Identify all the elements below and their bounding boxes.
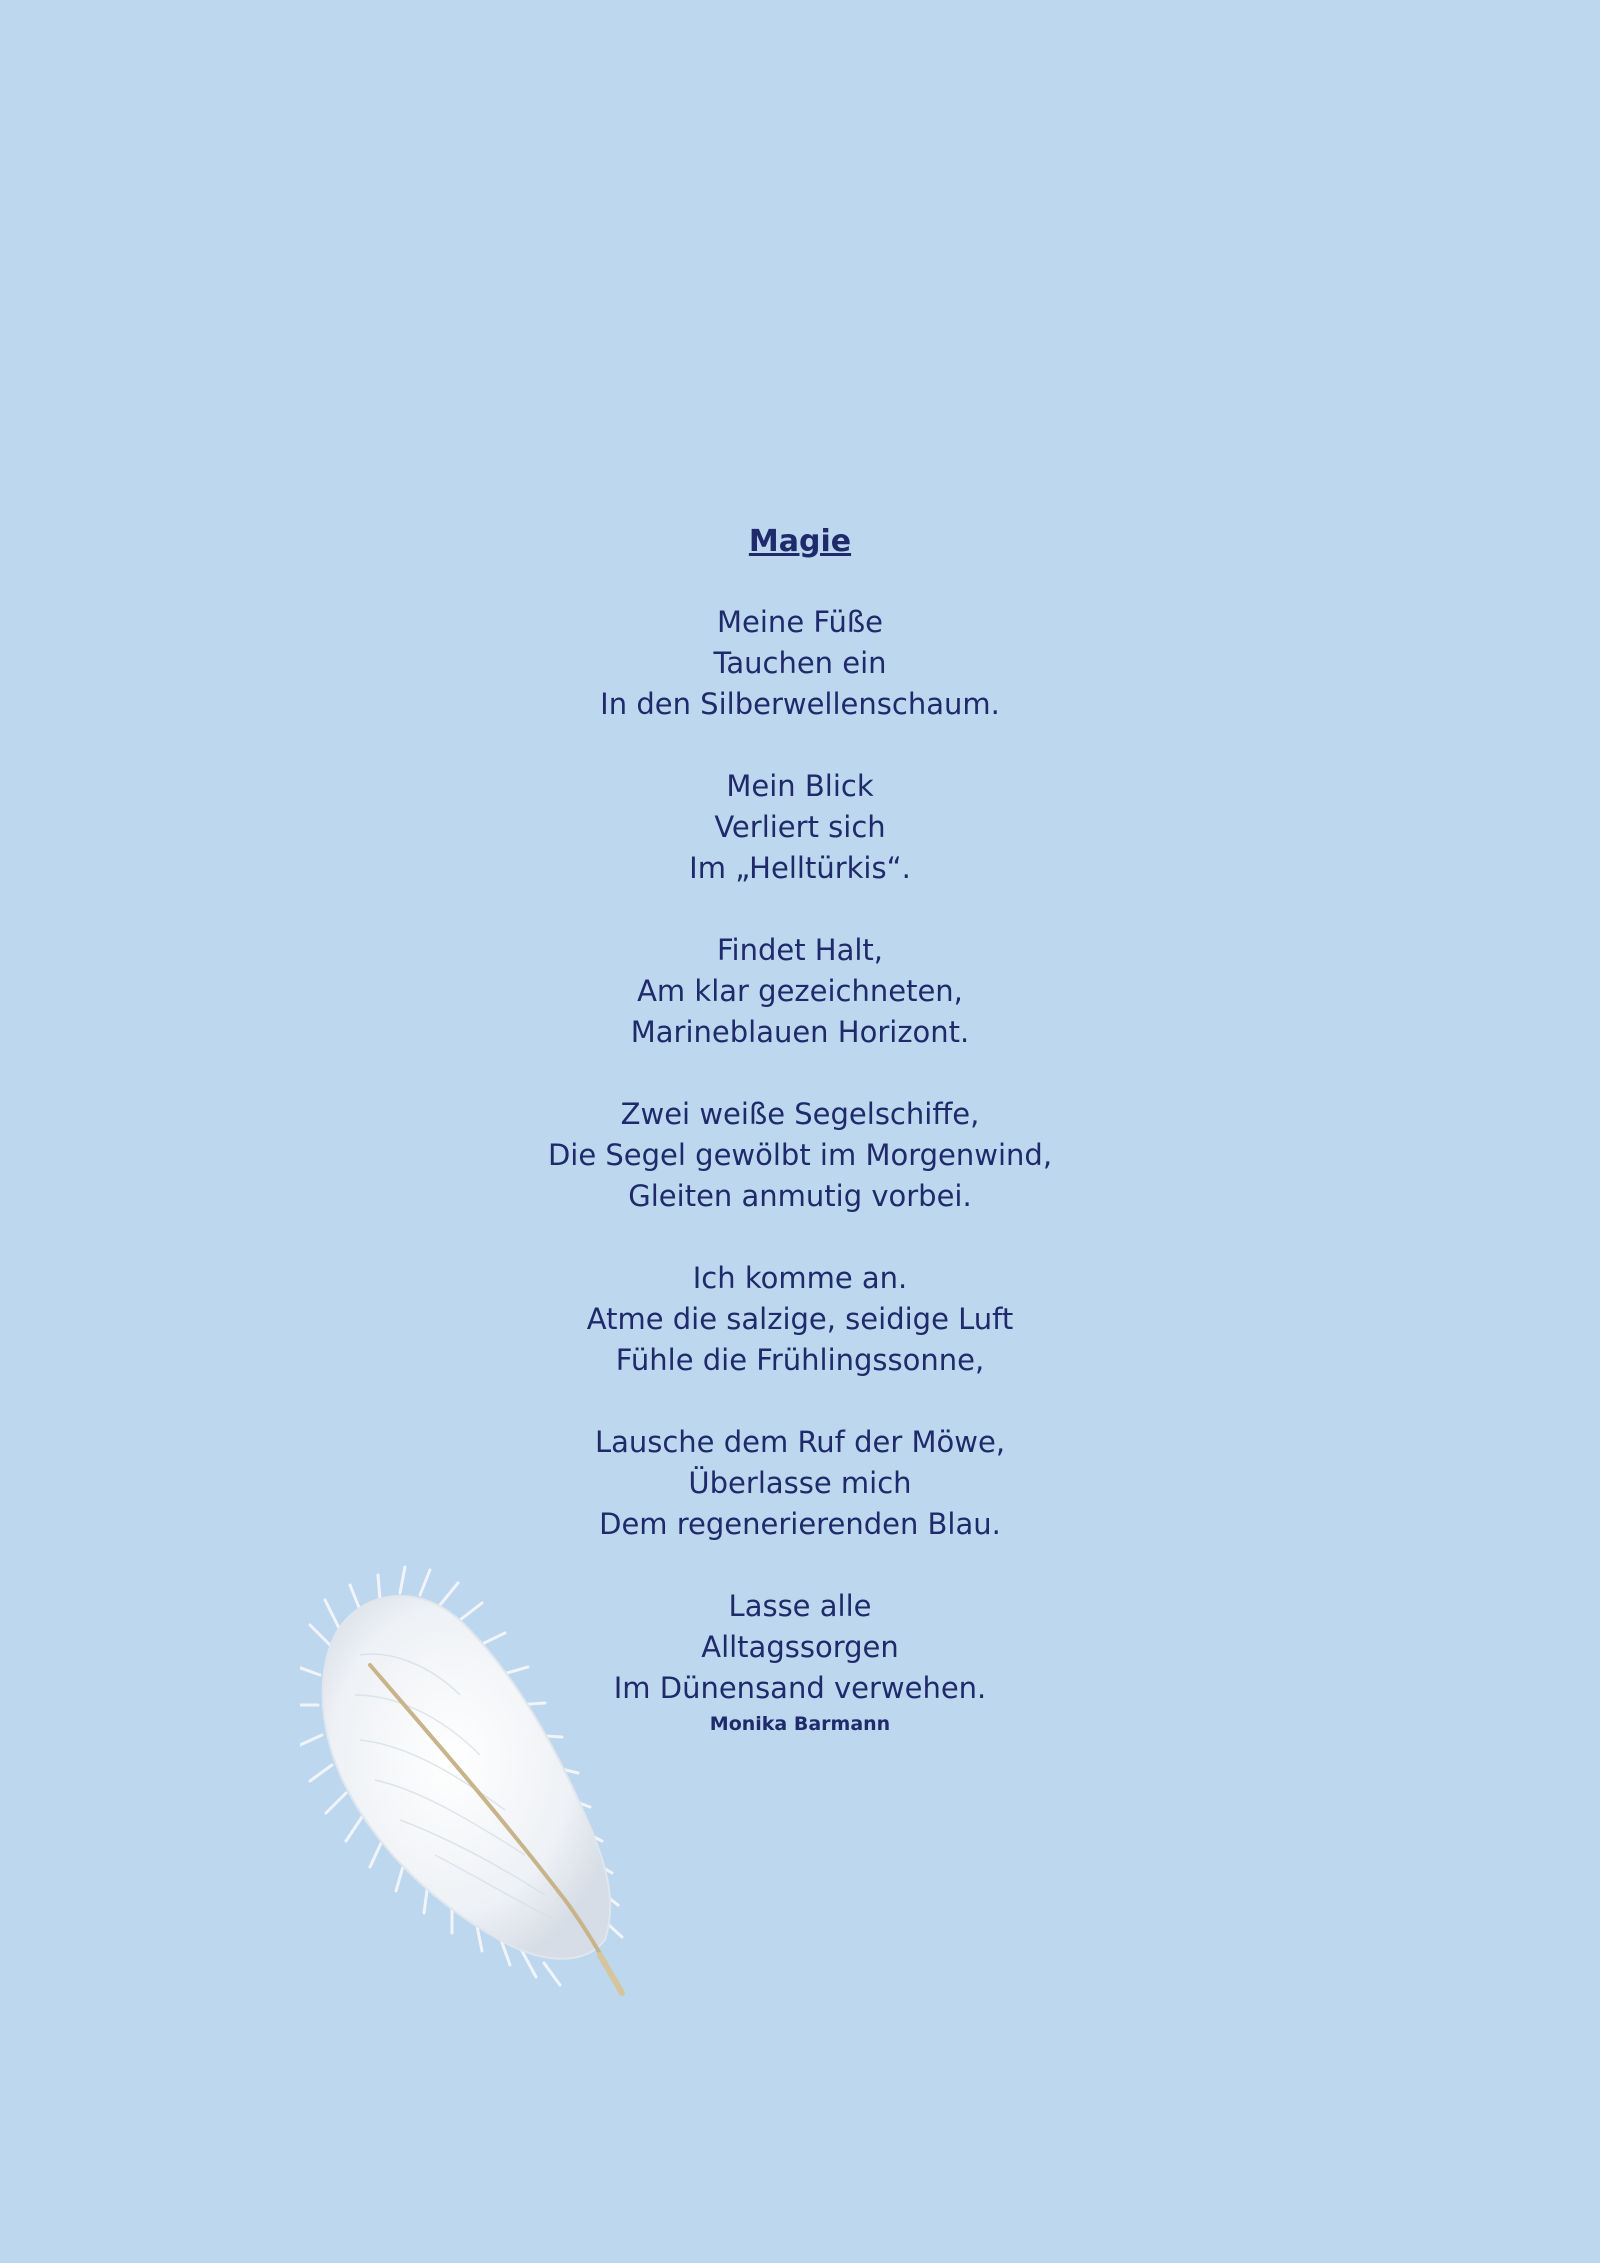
poem [0,520,1600,1739]
poem-line: Am klar gezeichneten, [637,974,963,1008]
feather-icon [300,1555,700,2015]
stanza-4 [0,1094,1600,1217]
poem-line: Findet Halt, [716,933,884,967]
stanza-6 [0,1422,1600,1545]
poem-line: Tauchen ein [713,646,887,680]
poem-line: Gleiten anmutig vorbei. [628,1179,972,1213]
poem-line: Lausche dem Ruf der Möwe, [594,1425,1006,1459]
poem-line: Lasse alle [728,1589,872,1623]
poem-line: In den Silberwellenschaum. [600,687,1000,721]
poem-line: Mein Blick [726,769,874,803]
poem-line: Fühle die Frühlingssonne, [615,1343,985,1377]
stanza-1 [0,602,1600,725]
poem-title: Magie [748,524,852,559]
stanza-2 [0,766,1600,889]
poem-line: Die Segel gewölbt im Morgenwind, [547,1138,1053,1172]
poem-line: Alltagssorgen [701,1630,899,1664]
poem-line: Im „Helltürkis“. [689,851,911,885]
poem-line: Meine Füße [717,605,883,639]
poem-line: Überlasse mich [688,1466,912,1500]
poem-line: Atme die salzige, seidige Luft [586,1302,1014,1336]
stanza-5 [0,1258,1600,1381]
author-name: Monika Barmann [709,1713,891,1735]
stanza-3 [0,930,1600,1053]
poem-line: Im Dünensand verwehen. [613,1671,987,1705]
poem-line: Verliert sich [714,810,886,844]
stanza-7 [0,1586,1600,1709]
poem-line: Marineblauen Horizont. [630,1015,970,1049]
poem-line: Zwei weiße Segelschiffe, [620,1097,980,1131]
poem-line: Dem regenerierenden Blau. [599,1507,1001,1541]
poem-line: Ich komme an. [692,1261,908,1295]
